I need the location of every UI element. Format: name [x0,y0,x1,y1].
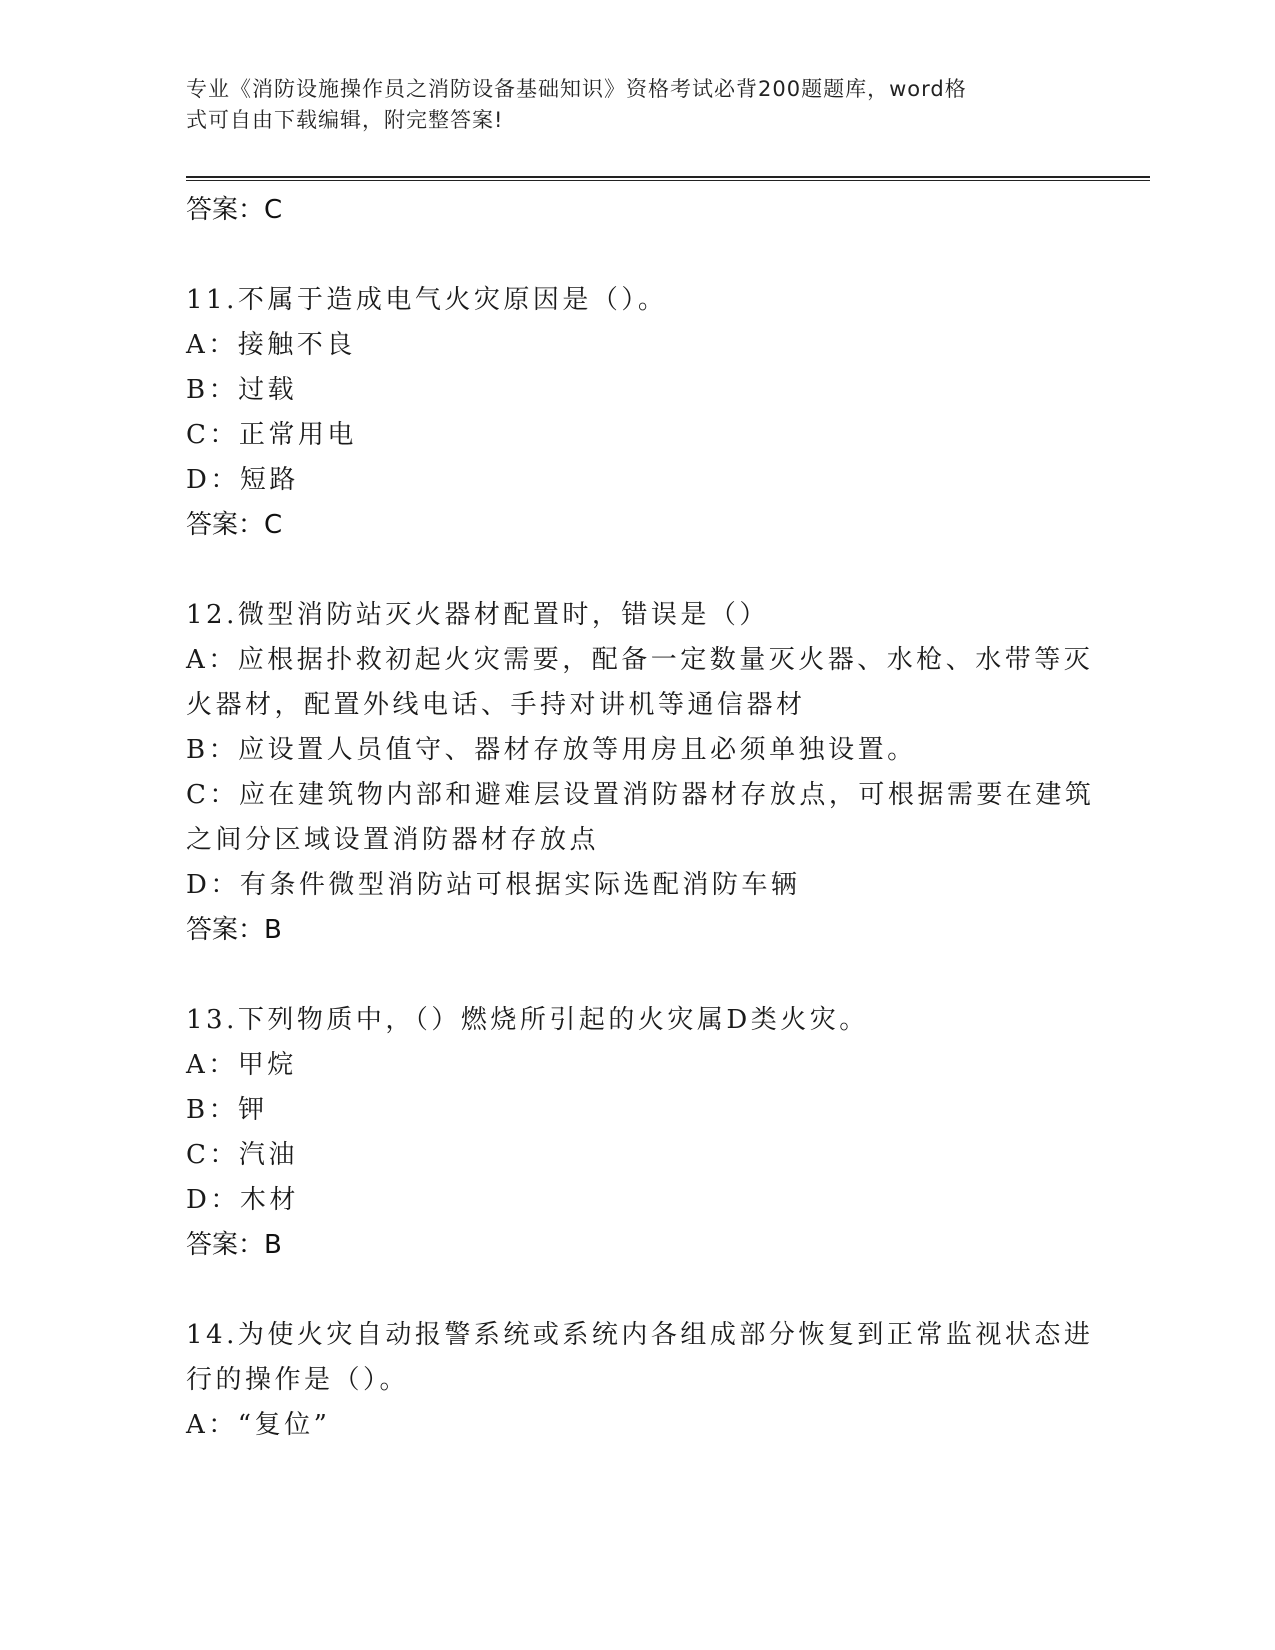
option-b: B：钾 [186,1095,268,1125]
option-d: D：有条件微型消防站可根据实际选配消防车辆 [186,870,801,900]
option-a-continued: 火器材，配置外线电话、手持对讲机等通信器材 [186,690,806,720]
header-divider [186,176,1150,181]
option-c: C：应在建筑物内部和避难层设置消防器材存放点，可根据需要在建筑 [186,780,1095,810]
option-d: D：短路 [186,465,299,495]
question-stem [186,593,1086,638]
previous-answer: 答案：C [186,195,283,225]
question-number: 13. [186,1005,238,1035]
question-stem [186,278,1086,323]
question-13 [186,998,1086,1267]
option-a: A：“复位” [186,1410,331,1440]
option-a: A：甲烷 [186,1050,297,1080]
option-c-continued: 之间分区域设置消防器材存放点 [186,825,600,855]
question-12 [186,593,1095,952]
question-number: 12. [186,600,238,630]
answer: 答案：C [186,510,283,540]
page-header [186,74,1066,136]
option-b: B：应设置人员值守、器材存放等用房且必须单独设置。 [186,735,917,765]
option-c: C：汽油 [186,1140,298,1170]
question-14 [186,1313,1094,1448]
question-number: 14. [186,1320,238,1350]
question-stem-continued: 行的操作是（）。 [186,1365,410,1395]
header-line-2: 式可自由下载编辑，附完整答案! [186,108,504,132]
question-11 [186,278,1086,547]
option-d: D：木材 [186,1185,299,1215]
option-c: C：正常用电 [186,420,357,450]
answer: 答案：B [186,915,282,945]
option-a: A：应根据扑救初起火灾需要，配备一定数量灭火器、水枪、水带等灭 [186,645,1094,675]
option-b: B：过载 [186,375,298,405]
question-stem-line: 为使火灾自动报警系统或系统内各组成部分恢复到正常监视状态进 [237,1320,1094,1350]
question-stem-line: 不属于造成电气火灾原因是（）。 [237,285,668,315]
option-a: A：接触不良 [186,330,356,360]
header-line-1: 专业《消防设施操作员之消防设备基础知识》资格考试必背200题题库，word格 [186,77,967,101]
question-stem-line: 下列物质中，（）燃烧所引起的火灾属D类火灾。 [237,1005,869,1035]
question-stem [186,1313,1094,1358]
question-list [186,188,1095,1448]
answer: 答案：B [186,1230,282,1260]
question-number: 11. [186,285,238,315]
question-stem-line: 微型消防站灭火器材配置时，错误是（） [237,600,769,630]
question-stem [186,998,1086,1043]
